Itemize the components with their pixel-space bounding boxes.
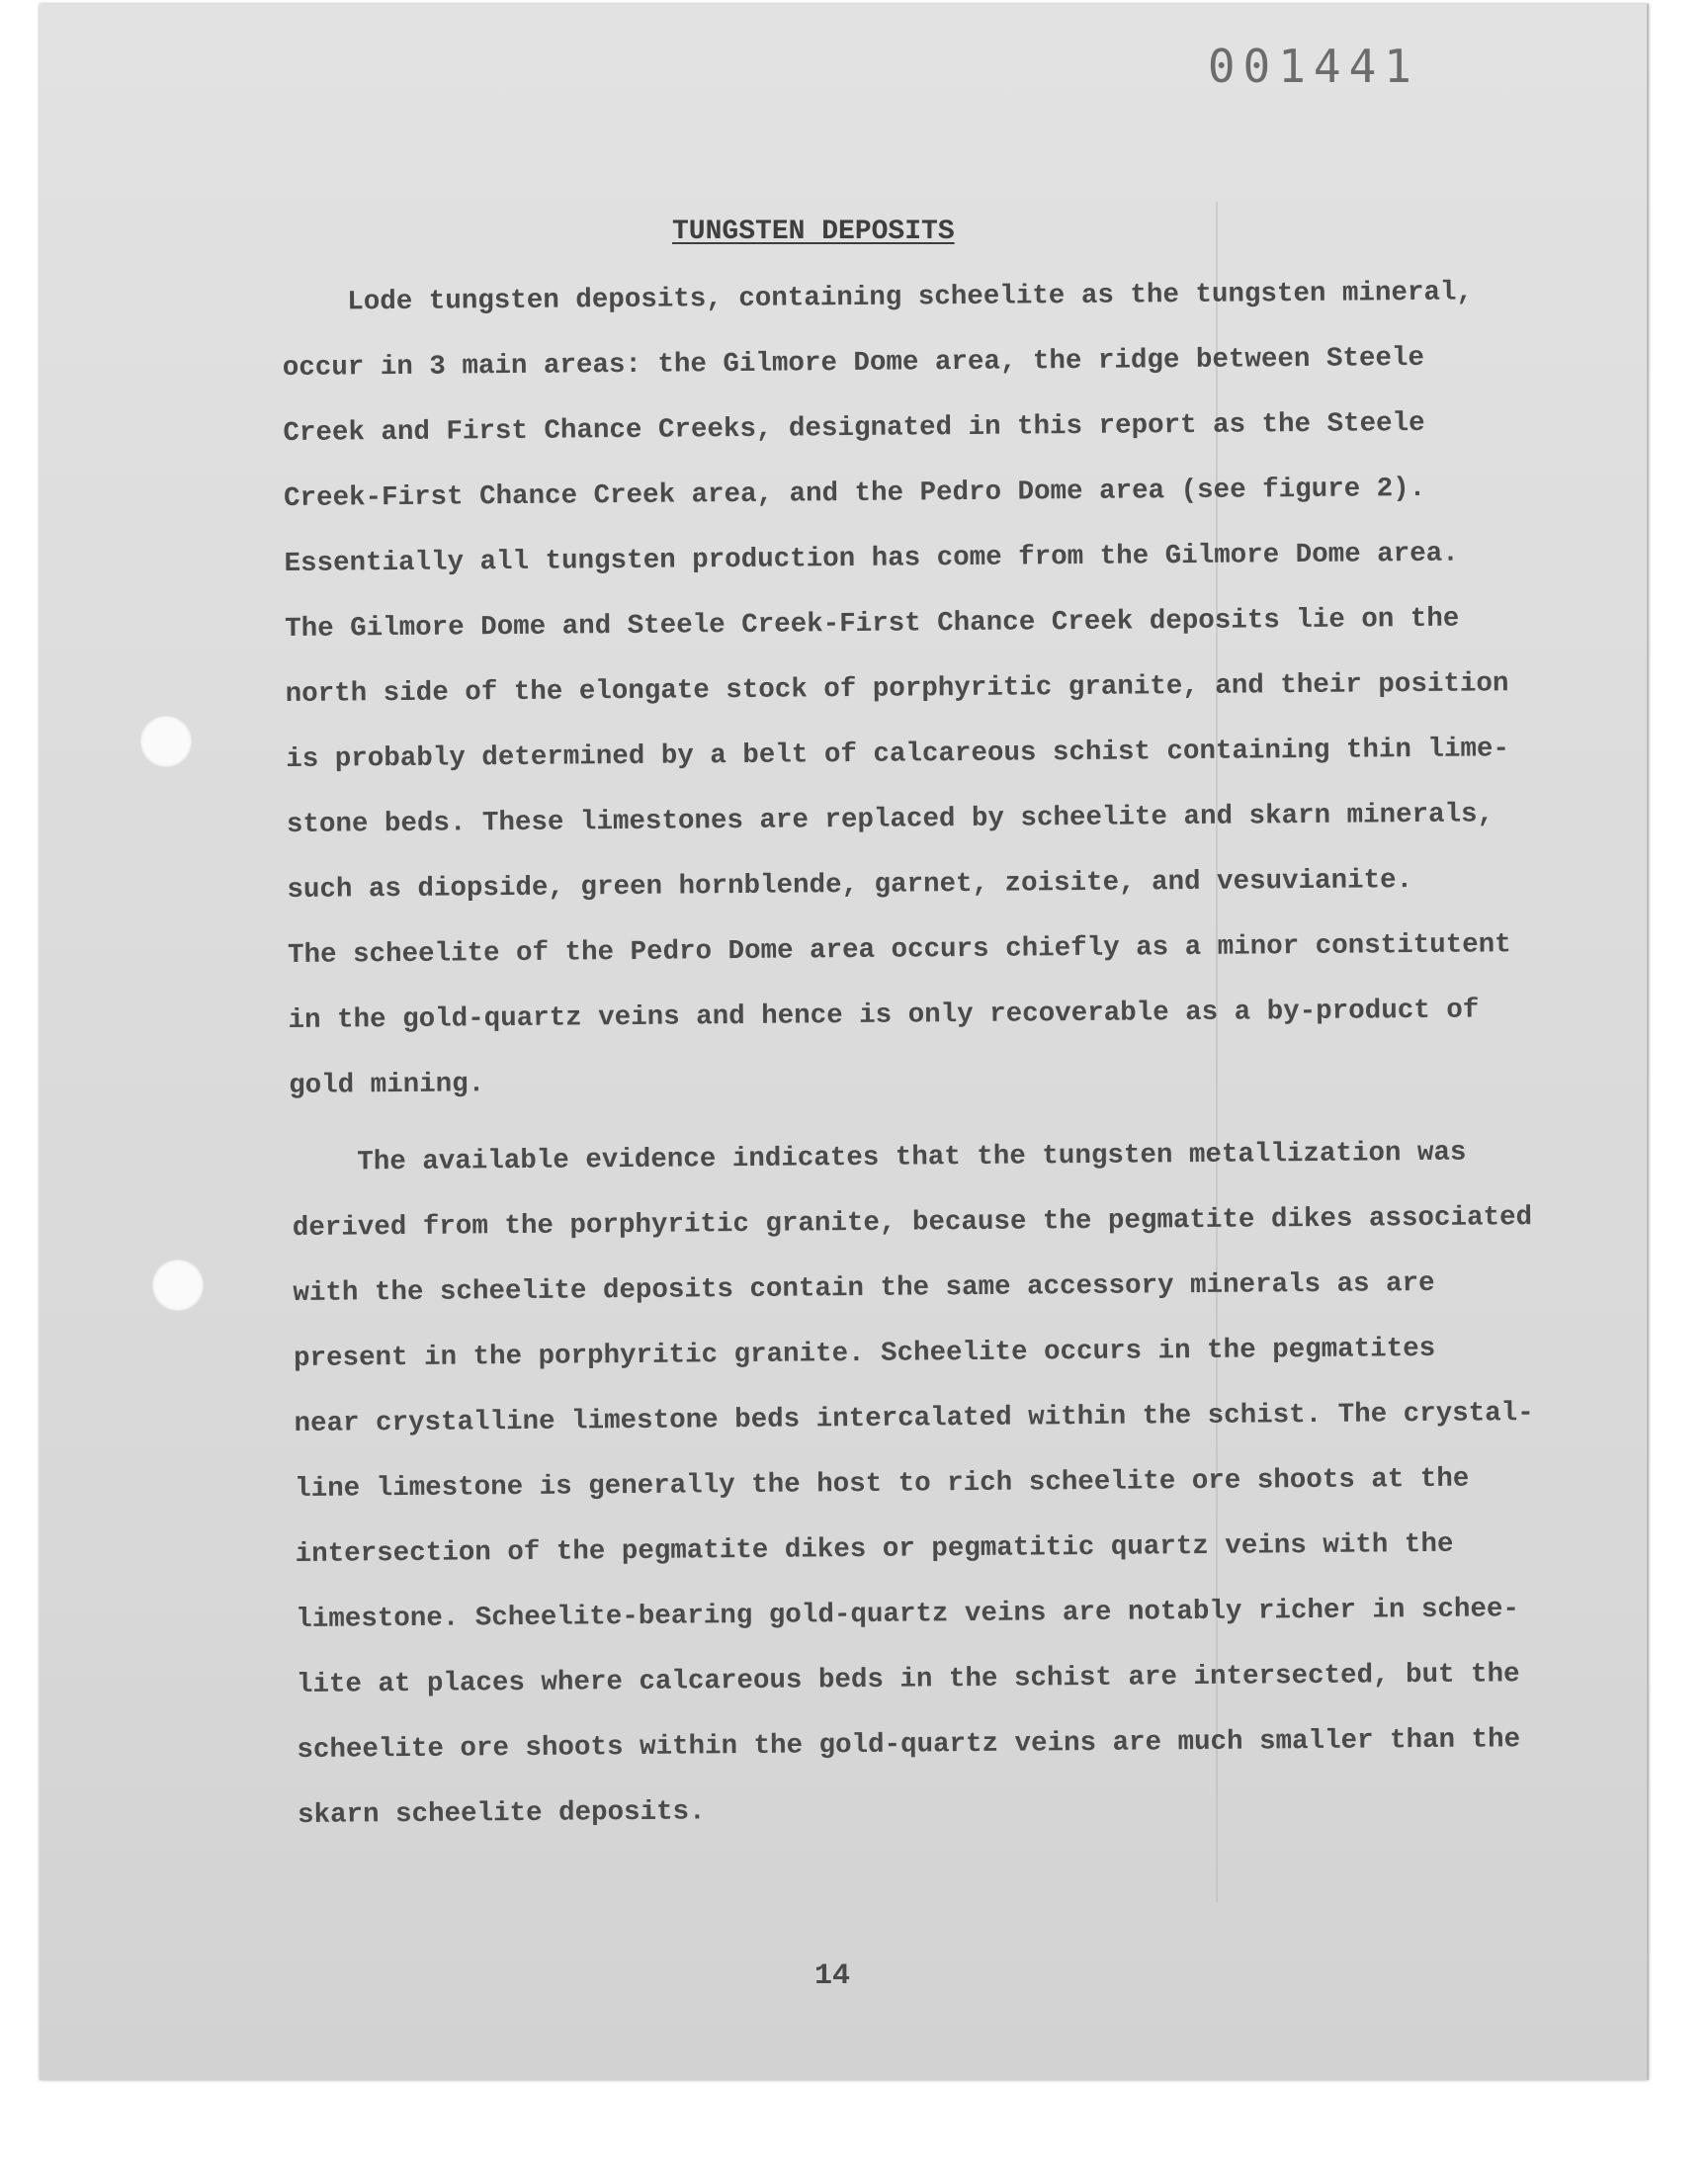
text-line: gold mining. bbox=[289, 1069, 485, 1101]
text-line: Creek and First Chance Creeks, designated in this report as the Steele bbox=[283, 407, 1425, 449]
text-line: stone beds. These limestones are replaced by scheelite and skarn minerals, bbox=[286, 799, 1494, 840]
document-page bbox=[40, 4, 1649, 2080]
text-line: is probably determined by a belt of calcareous schist containing thin lime- bbox=[286, 734, 1510, 775]
document-number-stamp: 001441 bbox=[1207, 40, 1419, 93]
text-line: in the gold-quartz veins and hence is only recoverable as a by-product of bbox=[288, 995, 1480, 1036]
text-line: skarn scheelite deposits. bbox=[297, 1796, 706, 1831]
text-line: The Gilmore Dome and Steele Creek-First Chance Creek deposits lie on the bbox=[285, 603, 1460, 645]
text-line: The available evidence indicates that the tungsten metallization was bbox=[292, 1137, 1467, 1178]
text-line: limestone. Scheelite-bearing gold-quartz veins are notably richer in schee- bbox=[296, 1594, 1520, 1635]
text-line: with the scheelite deposits contain the same accessory minerals as are bbox=[293, 1267, 1435, 1309]
paragraph-lode-deposits bbox=[282, 260, 1574, 1119]
punch-hole-lower bbox=[152, 1260, 204, 1311]
page-number: 14 bbox=[814, 1959, 851, 1993]
text-line: present in the porphyritic granite. Scheelite occurs in the pegmatites bbox=[293, 1333, 1436, 1374]
page-title: TUNGSTEN DEPOSITS bbox=[672, 217, 955, 247]
text-line: scheelite ore shoots within the gold-quartz veins are much smaller than the bbox=[297, 1724, 1521, 1766]
text-line: such as diopside, green hornblende, garnet, zoisite, and vesuvianite. bbox=[287, 865, 1413, 906]
text-line: Lode tungsten deposits, containing scheelite as the tungsten mineral, bbox=[282, 277, 1474, 318]
paragraph-metallization-evidence bbox=[292, 1120, 1582, 1849]
text-line: near crystalline limestone beds intercalated within the schist. The crystal- bbox=[294, 1398, 1534, 1439]
text-line: occur in 3 main areas: the Gilmore Dome area, the ridge between Steele bbox=[282, 342, 1425, 384]
text-line: lite at places where calcareous beds in the schist are intersected, but the bbox=[296, 1659, 1520, 1700]
text-line: The scheelite of the Pedro Dome area occurs chiefly as a minor constitutent bbox=[287, 929, 1511, 971]
text-line: line limestone is generally the host to rich scheelite ore shoots at the bbox=[295, 1463, 1470, 1505]
text-line: intersection of the pegmatite dikes or pegmatitic quartz veins with the bbox=[295, 1528, 1454, 1570]
text-line: derived from the porphyritic granite, because the pegmatite dikes associated bbox=[292, 1202, 1533, 1244]
text-line: north side of the elongate stock of porphyritic granite, and their position bbox=[285, 668, 1509, 710]
punch-hole-upper bbox=[140, 716, 192, 767]
text-line: Essentially all tungsten production has come from the Gilmore Dome area. bbox=[284, 538, 1459, 579]
text-line: Creek-First Chance Creek area, and the Pedro Dome area (see figure 2). bbox=[283, 473, 1426, 514]
